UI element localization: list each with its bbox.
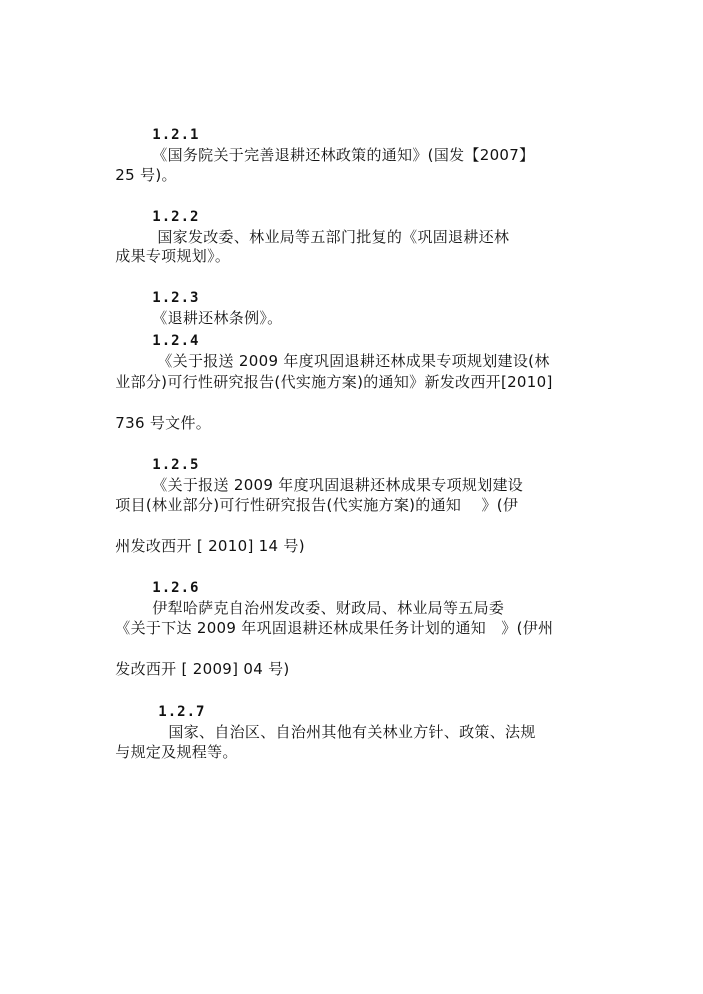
item-text: 《国务院关于完善退耕还林政策的通知》(国发【2007】 <box>152 146 535 164</box>
item-text: 业部分)可行性研究报告(代实施方案)的通知》新发改西开[2010] <box>115 373 553 391</box>
item-number: 1.2.2 <box>152 209 200 225</box>
item-1-2-1-line-1 <box>132 104 534 185</box>
item-number: 1.2.5 <box>152 457 200 473</box>
item-text: 州发改西开 [ 2010] 14 号) <box>115 537 305 555</box>
item-text: 25 号)。 <box>115 166 177 184</box>
item-text: 伊犁哈萨克自治州发改委、财政局、林业局等五局委 <box>152 599 505 617</box>
item-text: 与规定及规程等。 <box>115 743 238 761</box>
item-text: 成果专项规划》。 <box>115 247 231 265</box>
item-number: 1.2.3 <box>152 290 200 306</box>
item-text: 736 号文件。 <box>115 414 212 432</box>
item-text: 国家发改委、林业局等五部门批复的《巩固退耕还林 <box>152 228 510 246</box>
item-number: 1.2.1 <box>152 127 200 143</box>
item-text: 《退耕还林条例》。 <box>152 309 283 327</box>
item-number: 1.2.7 <box>158 704 206 720</box>
item-1-2-7-line-2 <box>95 722 238 782</box>
item-text: 国家、自治区、自治州其他有关林业方针、政策、法规 <box>158 723 536 741</box>
item-text: 发改西开 [ 2009] 04 号) <box>115 660 290 678</box>
item-text: 项目(林业部分)可行性研究报告(代实施方案)的通知 》(伊 <box>115 496 519 514</box>
item-text: 《关于下达 2009 年巩固退耕还林成果任务计划的通知 》(伊州 <box>115 619 554 637</box>
item-text: 《关于报送 2009 年度巩固退耕还林成果专项规划建设(林 <box>152 352 550 370</box>
item-number: 1.2.4 <box>152 333 200 349</box>
item-text: 《关于报送 2009 年度巩固退耕还林成果专项规划建设 <box>152 476 524 494</box>
item-number: 1.2.6 <box>152 580 200 596</box>
